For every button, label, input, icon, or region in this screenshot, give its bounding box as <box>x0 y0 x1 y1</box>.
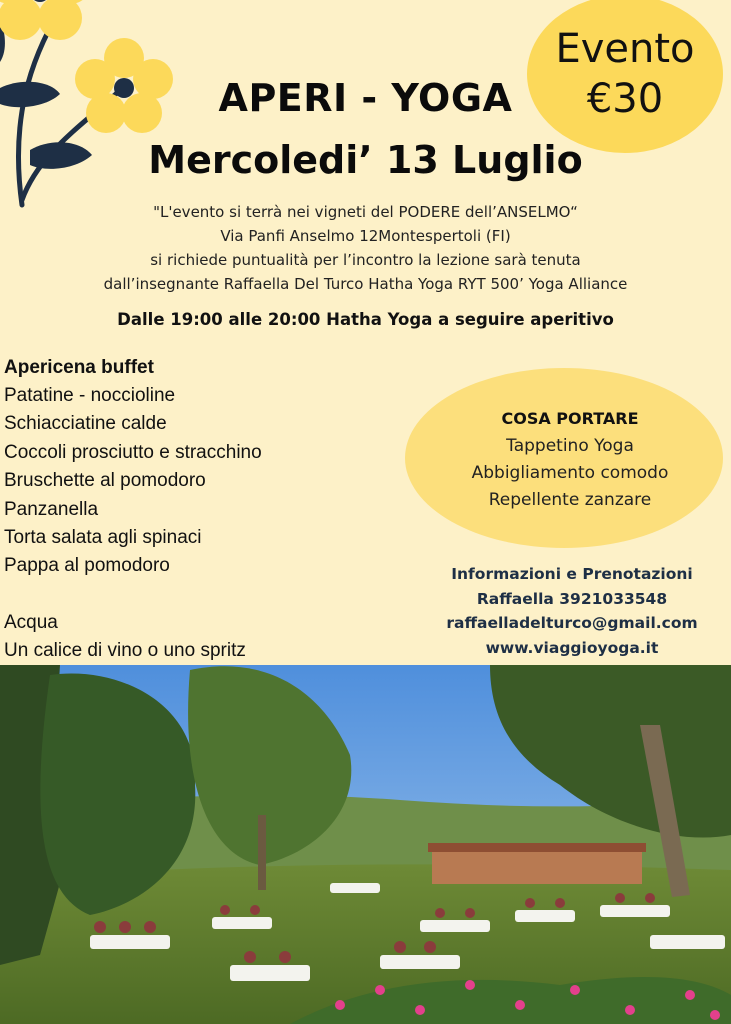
contact-phone[interactable]: Raffaella 3921033548 <box>476 589 668 608</box>
drink-item: Acqua <box>4 611 58 633</box>
description-line: dall’insegnante Raffaella Del Turco Hatha Yoga RYT 500’ Yoga Alliance <box>103 275 628 293</box>
contact-info <box>432 562 712 660</box>
event-date: Mercoledi’ 13 Luglio <box>148 138 583 182</box>
bring-item: Abbigliamento comodo <box>471 463 669 483</box>
bring-item: Tappetino Yoga <box>506 436 634 456</box>
description-line: "L'evento si terrà nei vigneti del PODERE dell’ANSELMO“ <box>153 203 578 221</box>
menu-item: Torta salata agli spinaci <box>4 526 202 548</box>
price-value: €30 <box>586 76 664 122</box>
bring-item: Repellente zanzare <box>488 490 652 510</box>
description-line: si richiede puntualità per l’incontro la lezione sarà tenuta <box>150 251 581 269</box>
flower-icon <box>0 0 92 40</box>
menu-item: Panzanella <box>4 498 99 520</box>
drink-item: Un calice di vino o uno spritz <box>4 640 246 662</box>
description-line: Via Panfi Anselmo 12Montespertoli (FI) <box>220 227 511 245</box>
event-title: APERI - YOGA <box>218 76 513 120</box>
schedule-text: Dalle 19:00 alle 20:00 Hatha Yoga a seguire aperitivo <box>117 310 614 329</box>
menu-item: Patatine - noccioline <box>4 385 176 406</box>
menu-item: Coccoli prosciutto e stracchino <box>4 441 262 463</box>
menu-item: Bruschette al pomodoro <box>4 470 206 492</box>
contact-website[interactable]: www.viaggioyoga.it <box>485 638 659 657</box>
contact-email[interactable]: raffaelladelturco@gmail.com <box>446 614 698 632</box>
event-photo <box>0 665 731 1024</box>
menu-list <box>4 354 262 666</box>
bring-heading: COSA PORTARE <box>501 409 639 428</box>
menu-item: Pappa al pomodoro <box>4 555 170 577</box>
event-description <box>0 200 731 296</box>
menu-heading: Apericena buffet <box>4 357 154 378</box>
menu-item: Schiacciatine calde <box>4 413 167 435</box>
price-label: Evento <box>555 26 695 72</box>
info-heading: Informazioni e Prenotazioni <box>451 565 693 583</box>
bring-list <box>405 405 731 514</box>
